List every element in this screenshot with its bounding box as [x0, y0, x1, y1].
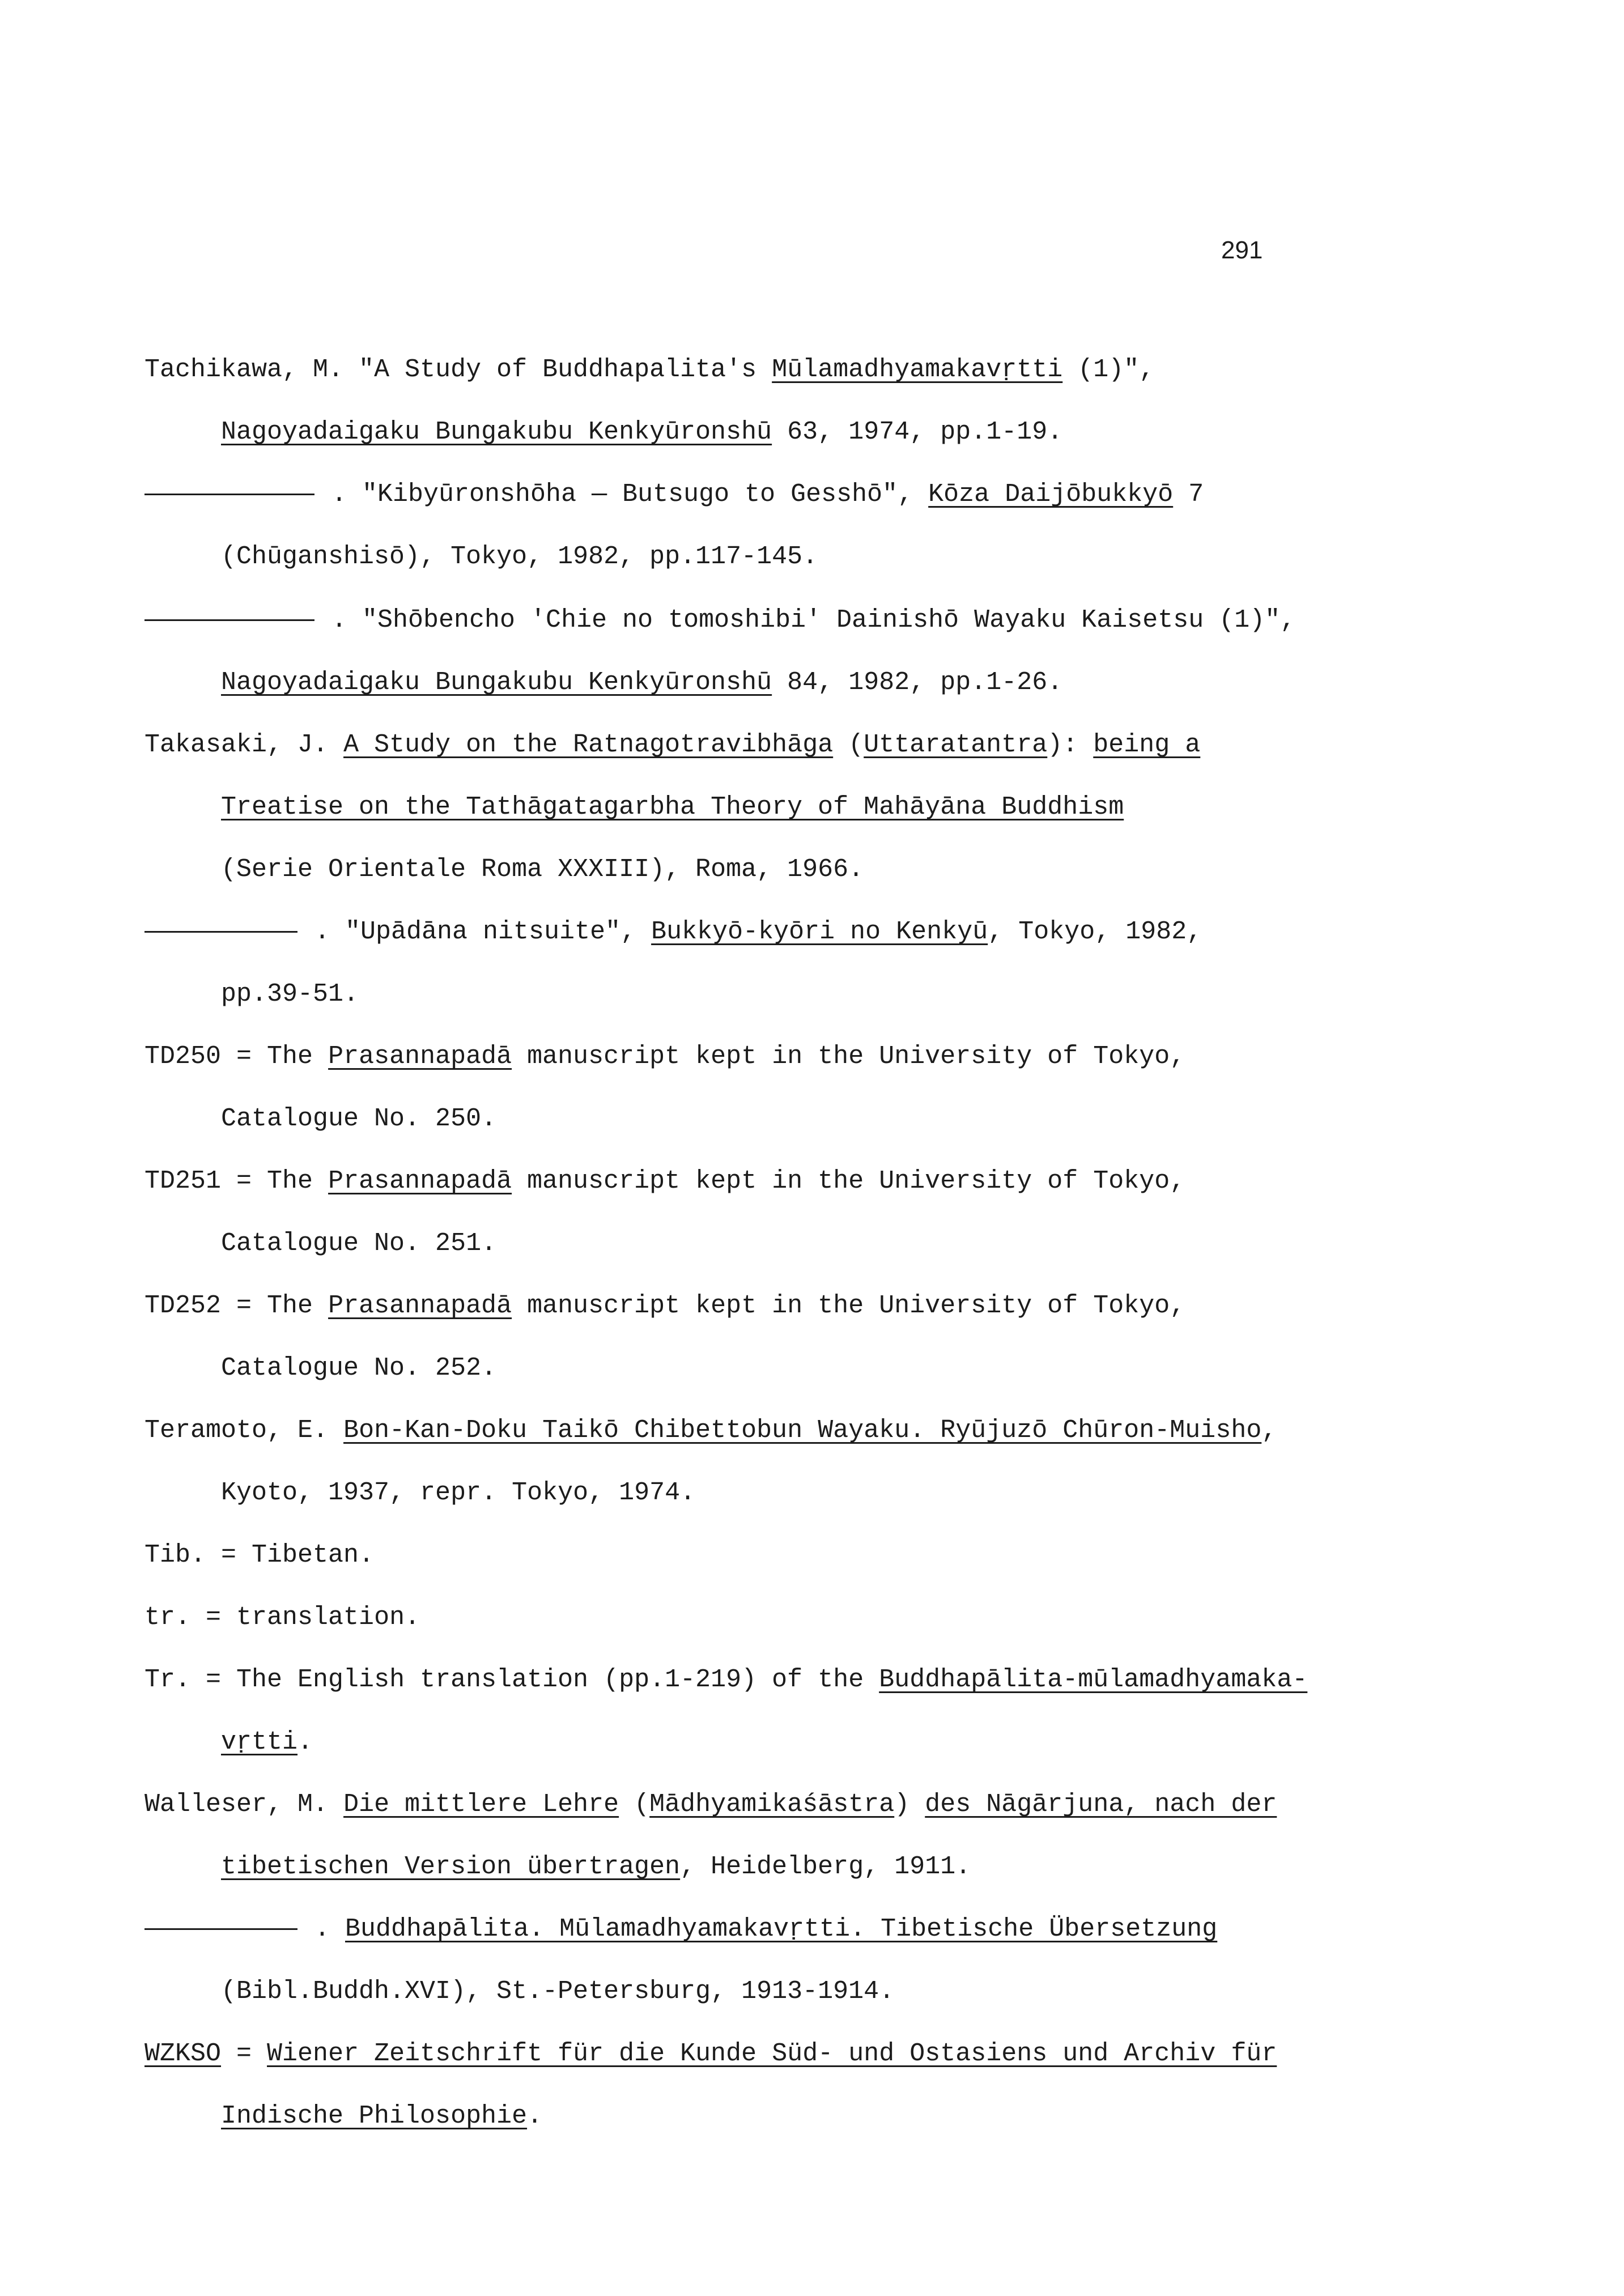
title-segment: Indische Philosophie	[221, 2102, 528, 2131]
entry-walleser-2-line-2	[221, 1979, 894, 2004]
title-segment: Uttaratantra	[864, 730, 1048, 759]
title-segment: WZKSO	[144, 2039, 222, 2068]
ditto-rule	[144, 619, 314, 621]
entry-takasaki-line-2	[221, 794, 1124, 820]
entry-takasaki-line-3	[221, 857, 864, 882]
text-segment: , Tokyo, 1982,	[988, 917, 1202, 946]
text-segment: Walleser, M.	[144, 1790, 344, 1819]
title-segment: Mūlamadhyamakavṛtti	[772, 355, 1063, 384]
entry-wzkso-line-2	[221, 2103, 542, 2129]
entry-walleser-line-2	[221, 1854, 971, 1880]
title-segment: Wiener Zeitschrift für die Kunde Süd- und Ostasiens und Archiv für	[267, 2039, 1277, 2068]
entry-takasaki-line-1	[144, 732, 1200, 758]
ditto-rule	[144, 1928, 297, 1930]
text-segment: 84, 1982, pp.1-26.	[772, 668, 1063, 697]
entry-td252-line-1	[144, 1293, 1185, 1319]
entry-teramoto-line-2	[221, 1480, 695, 1506]
text-segment: Catalogue No. 251.	[221, 1229, 497, 1258]
title-segment: Kōza Daijōbukkyō	[928, 480, 1174, 509]
title-segment: Die mittlere Lehre	[343, 1790, 619, 1819]
ditto-rule	[144, 494, 314, 495]
title-segment: Prasannapadā	[328, 1167, 512, 1196]
text-segment: . "Shōbencho 'Chie no tomoshibi' Dainishō Wayaku Kaisetsu (1)",	[331, 606, 1296, 635]
text-segment: Catalogue No. 250.	[221, 1104, 497, 1133]
title-segment: des Nāgārjuna, nach der	[925, 1790, 1277, 1819]
text-segment: tr. = translation.	[144, 1603, 420, 1632]
text-segment: Catalogue No. 252.	[221, 1354, 497, 1383]
text-segment: manuscript kept in the University of Tokyo,	[512, 1042, 1185, 1071]
text-segment: Tib. = Tibetan.	[144, 1541, 375, 1570]
entry-td251-line-1	[144, 1168, 1185, 1194]
text-segment: (	[833, 730, 864, 759]
text-segment: ,	[1261, 1416, 1277, 1445]
text-segment: TD250 = The	[144, 1042, 329, 1071]
text-segment: =	[221, 2039, 267, 2068]
title-segment: Bon-Kan-Doku Taikō Chibettobun Wayaku. Ryūjuzō Chūron-Muisho	[343, 1416, 1262, 1445]
title-segment: Nagoyadaigaku Bungakubu Kenkyūronshū	[221, 668, 772, 697]
text-segment: manuscript kept in the University of Tokyo,	[512, 1291, 1185, 1320]
entry-teramoto-line-1	[144, 1418, 1277, 1443]
entry-tachikawa-line-1	[144, 357, 1154, 382]
entry-tachikawa-2-line-1	[144, 482, 1204, 507]
entry-takasaki-2-line-2	[221, 981, 359, 1007]
text-segment: Takasaki, J.	[144, 730, 344, 759]
text-segment: 7	[1173, 480, 1204, 509]
text-segment: Tachikawa, M. "A Study of Buddhapalita's	[144, 355, 772, 384]
entry-td250-line-2	[221, 1106, 496, 1132]
title-segment: Treatise on the Tathāgatagarbha Theory of Mahāyāna Buddhism	[221, 793, 1124, 822]
entry-td252-line-2	[221, 1355, 496, 1381]
text-segment: (	[619, 1790, 650, 1819]
entry-walleser-2-line-1	[144, 1916, 1217, 1942]
entry-td251-line-2	[221, 1231, 496, 1256]
title-segment: Mādhyamikaśāstra	[649, 1790, 895, 1819]
entry-wzkso-line-1	[144, 2041, 1277, 2067]
text-segment: TD252 = The	[144, 1291, 329, 1320]
entry-tr-upper-line-1	[144, 1667, 1307, 1693]
title-segment: Bukkyō-kyōri no Kenkyū	[651, 917, 988, 946]
entry-tr-upper-line-2	[221, 1729, 313, 1755]
text-segment: .	[297, 1728, 313, 1757]
text-segment: .	[527, 2102, 543, 2131]
text-segment: (1)",	[1062, 355, 1155, 384]
text-segment: ):	[1047, 730, 1094, 759]
title-segment: Buddhapālita-mūlamadhyamaka-	[879, 1665, 1308, 1694]
text-segment: 63, 1974, pp.1-19.	[772, 418, 1063, 447]
text-segment: .	[314, 1915, 346, 1944]
entry-walleser-line-1	[144, 1792, 1277, 1817]
entry-tib-line-1	[144, 1542, 374, 1568]
entry-tachikawa-2-line-2	[221, 544, 818, 569]
title-segment: Nagoyadaigaku Bungakubu Kenkyūronshū	[221, 418, 772, 447]
entry-tachikawa-3-line-1	[144, 607, 1295, 633]
text-segment: Teramoto, E.	[144, 1416, 344, 1445]
text-segment: , Heidelberg, 1911.	[680, 1852, 971, 1881]
text-segment: (Bibl.Buddh.XVI), St.-Petersburg, 1913-1914.	[221, 1977, 895, 2006]
text-segment: . "Upādāna nitsuite",	[314, 917, 652, 946]
entry-tachikawa-3-line-2	[221, 670, 1062, 695]
page-number: 291	[1221, 236, 1263, 264]
entry-takasaki-2-line-1	[144, 919, 1202, 945]
entry-td250-line-1	[144, 1044, 1185, 1069]
title-segment: A Study on the Ratnagotravibhāga	[343, 730, 834, 759]
entry-tachikawa-line-2	[221, 419, 1062, 445]
text-segment: )	[894, 1790, 925, 1819]
title-segment: being a	[1093, 730, 1201, 759]
title-segment: vṛtti	[221, 1728, 298, 1757]
title-segment: Prasannapadā	[328, 1291, 512, 1320]
text-segment: (Serie Orientale Roma XXXIII), Roma, 1966.	[221, 855, 864, 884]
title-segment: tibetischen Version übertragen	[221, 1852, 681, 1881]
entry-tr-lower-line-1	[144, 1605, 420, 1630]
text-segment: (Chūganshisō), Tokyo, 1982, pp.117-145.	[221, 542, 818, 571]
text-segment: Tr. = The English translation (pp.1-219) of the	[144, 1665, 879, 1694]
text-segment: Kyoto, 1937, repr. Tokyo, 1974.	[221, 1478, 696, 1507]
ditto-rule	[144, 931, 297, 933]
text-segment: pp.39-51.	[221, 980, 359, 1009]
title-segment: Buddhapālita. Mūlamadhyamakavṛtti. Tibetische Übersetzung	[345, 1915, 1218, 1944]
text-segment: manuscript kept in the University of Tokyo,	[512, 1167, 1185, 1196]
text-segment: TD251 = The	[144, 1167, 329, 1196]
text-segment: . "Kibyūronshōha — Butsugo to Gesshō",	[331, 480, 929, 509]
title-segment: Prasannapadā	[328, 1042, 512, 1071]
